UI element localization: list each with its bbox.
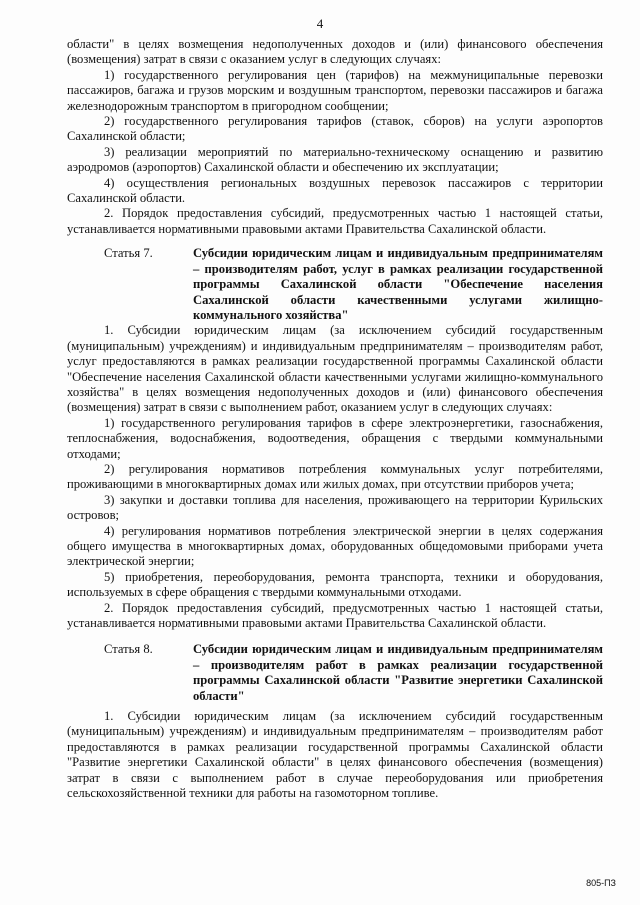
paragraph: области" в целях возмещения недополученных доходов и (или) финансового обеспечения (возмещения) затрат в связи с оказанием услуг в следующих случаях: <box>67 37 603 67</box>
document-code: 805-ПЗ <box>586 878 616 888</box>
article-title: Субсидии юридическим лицам и индивидуальным предпринимателям – производителям работ, услуг в рамках реализации государственной программы Сахалинской области "Обеспечение населения Сахалинской области качественными услугами жилищно-коммунального хозяйства" <box>193 246 603 322</box>
paragraph: 2. Порядок предоставления субсидий, предусмотренных частью 1 настоящей статьи, устанавливается нормативными правовыми актами Правительства Сахалинской области. <box>67 600 603 631</box>
list-item: 1) государственного регулирования цен (тарифов) на межмуниципальные перевозки пассажиров, багажа и грузов морским и воздушным транспортом, перевозки пассажиров и багажа железнодорожным транспортом в пригородном сообщении; <box>67 67 603 113</box>
list-item: 3) реализации мероприятий по материально-техническому оснащению и развитию аэродромов (аэропортов) Сахалинской области и обеспечению их эксплуатации; <box>67 144 603 175</box>
article-label: Статья 7. <box>104 246 153 261</box>
list-item: 4) регулирования нормативов потребления электрической энергии в целях содержания общего имущества в многоквартирных домах, оборудованных общедомовыми приборами учета электрической энергии; <box>67 523 603 569</box>
page-number: 4 <box>316 16 324 31</box>
document-body <box>67 37 603 802</box>
article-label: Статья 8. <box>104 642 153 657</box>
paragraph: 1. Субсидии юридическим лицам (за исключением субсидий государственным (муниципальным) учреждениям) и индивидуальным предпринимателям – производителям работ предоставляются в рамках реализации государственной программы Сахалинской области "Развитие энергетики Сахалинской области" в целях финансового обеспечения (возмещения) затрат в связи с выполнением работ в случае переоборудования или приобретения сельскохозяйственной техники для работы на газомоторном топливе. <box>67 709 603 801</box>
list-item: 2) регулирования нормативов потребления коммунальных услуг потребителями, проживающими в многоквартирных домах или жилых домах, при отсутствии приборов учета; <box>67 461 603 492</box>
list-item: 2) государственного регулирования тарифов (ставок, сборов) на услуги аэропортов Сахалинской области; <box>67 114 603 144</box>
list-item: 5) приобретения, переоборудования, ремонта транспорта, техники и оборудования, используемых в сфере обращения с твердыми коммунальными отходами. <box>67 569 603 600</box>
article-8-heading <box>67 642 603 704</box>
list-item: 4) осуществления региональных воздушных перевозок пассажиров с территории Сахалинской области. <box>67 175 603 206</box>
list-item: 1) государственного регулирования тарифов в сфере электроэнергетики, газоснабжения, теплоснабжения, водоснабжения, водоотведения, обращения с твердыми коммунальными отходами; <box>67 415 603 461</box>
list-item: 3) закупки и доставки топлива для населения, проживающего на территории Курильских островов; <box>67 492 603 523</box>
article-7-heading <box>67 246 603 323</box>
article-title: Субсидии юридическим лицам и индивидуальным предпринимателям – производителям работ в рамках реализации государственной программы Сахалинской области "Развитие энергетики Сахалинской области" <box>193 642 603 703</box>
paragraph: 1. Субсидии юридическим лицам (за исключением субсидий государственным (муниципальным) учреждениям) и индивидуальным предпринимателям – производителям работ, услуг предоставляются в рамках реализации государственной программы Сахалинской области "Обеспечение населения Сахалинской области качественными услугами жилищно-коммунального хозяйства" в целях возмещения недополученных доходов и (или) финансового обеспечения (возмещения) затрат в связи с выполнением работ, оказанием услуг в следующих случаях: <box>67 323 603 415</box>
paragraph: 2. Порядок предоставления субсидий, предусмотренных частью 1 настоящей статьи, устанавливается нормативными правовыми актами Правительства Сахалинской области. <box>67 206 603 236</box>
